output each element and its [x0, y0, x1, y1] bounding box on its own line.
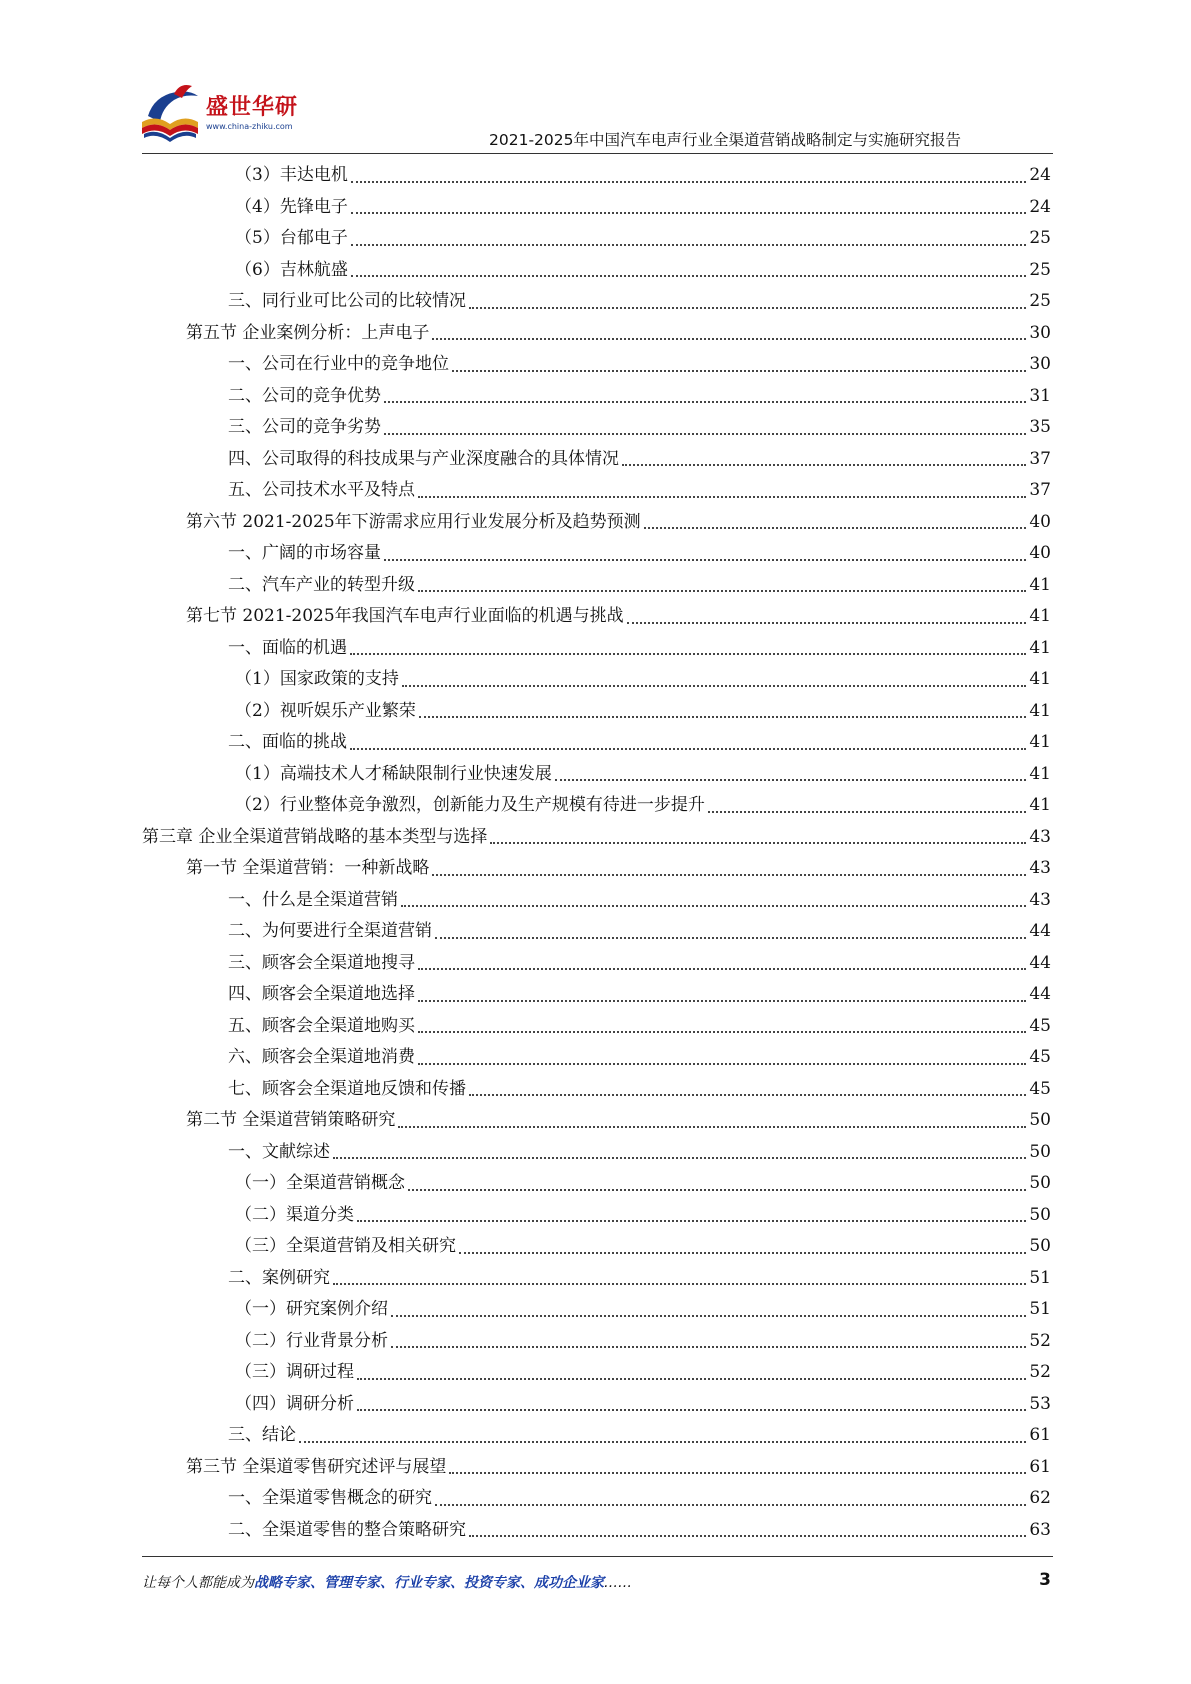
toc-entry[interactable]	[142, 1420, 1051, 1452]
toc-entry-label: （4）先锋电子	[235, 196, 348, 217]
toc-entry-label: 第二节 全渠道营销策略研究	[186, 1110, 396, 1131]
toc-entry-page: 53	[1029, 1393, 1051, 1414]
toc-entry-page: 24	[1029, 196, 1051, 217]
toc-entry[interactable]	[142, 1326, 1051, 1358]
toc-entry-label: 第六节 2021-2025年下游需求应用行业发展分析及趋势预测	[186, 511, 641, 532]
toc-entry-page: 44	[1029, 921, 1051, 942]
toc-entry-label: 二、全渠道零售的整合策略研究	[228, 1519, 466, 1540]
toc-entry-page: 52	[1029, 1362, 1051, 1383]
toc-dot-leader	[432, 874, 1026, 876]
toc-entry-label: 五、公司技术水平及特点	[228, 480, 415, 501]
toc-entry-page: 43	[1029, 826, 1051, 847]
toc-entry-label: 二、汽车产业的转型升级	[228, 574, 415, 595]
toc-entry[interactable]	[142, 192, 1051, 224]
toc-dot-leader	[452, 370, 1026, 372]
toc-dot-leader	[398, 1126, 1026, 1128]
page-number: 3	[1039, 1570, 1051, 1590]
toc-entry-page: 25	[1029, 291, 1051, 312]
toc-entry[interactable]	[142, 1074, 1051, 1106]
toc-entry-label: 七、顾客会全渠道地反馈和传播	[228, 1078, 466, 1099]
toc-dot-leader	[418, 968, 1026, 970]
toc-dot-leader	[299, 1441, 1026, 1443]
toc-dot-leader	[384, 559, 1026, 561]
toc-dot-leader	[435, 937, 1026, 939]
toc-entry-label: 二、面临的挑战	[228, 732, 347, 753]
toc-entry-label: 一、广阔的市场容量	[228, 543, 381, 564]
company-logo	[140, 82, 310, 146]
toc-entry[interactable]	[142, 664, 1051, 696]
toc-dot-leader	[449, 1472, 1026, 1474]
toc-entry-page: 45	[1029, 1047, 1051, 1068]
toc-entry-page: 50	[1029, 1110, 1051, 1131]
toc-entry[interactable]	[142, 916, 1051, 948]
logo-url: www.china-zhiku.com	[206, 122, 293, 131]
footer-divider	[142, 1556, 1053, 1557]
toc-entry-page: 50	[1029, 1236, 1051, 1257]
toc-entry-page: 41	[1029, 795, 1051, 816]
toc-entry-page: 40	[1029, 543, 1051, 564]
toc-entry-label: 二、公司的竞争优势	[228, 385, 381, 406]
table-of-contents	[142, 160, 1051, 1546]
toc-entry-label: 第一节 全渠道营销：一种新战略	[186, 858, 430, 879]
toc-dot-leader	[391, 1315, 1026, 1317]
toc-dot-leader	[351, 244, 1027, 246]
toc-dot-leader	[555, 779, 1027, 781]
toc-entry-page: 50	[1029, 1141, 1051, 1162]
toc-entry-page: 44	[1029, 984, 1051, 1005]
toc-dot-leader	[357, 1220, 1026, 1222]
toc-entry[interactable]	[142, 475, 1051, 507]
toc-entry-page: 50	[1029, 1173, 1051, 1194]
toc-entry[interactable]	[142, 255, 1051, 287]
toc-entry[interactable]	[142, 1168, 1051, 1200]
toc-entry-label: 二、为何要进行全渠道营销	[228, 921, 432, 942]
toc-entry-page: 45	[1029, 1078, 1051, 1099]
toc-entry-page: 41	[1029, 606, 1051, 627]
footer-slogan	[142, 1572, 632, 1592]
toc-entry-label: （1）高端技术人才稀缺限制行业快速发展	[235, 763, 552, 784]
toc-dot-leader	[490, 842, 1026, 844]
toc-dot-leader	[418, 1063, 1026, 1065]
toc-entry-label: （2）视听娱乐产业繁荣	[235, 700, 416, 721]
toc-dot-leader	[401, 905, 1026, 907]
toc-entry-label: 一、什么是全渠道营销	[228, 889, 398, 910]
toc-dot-leader	[459, 1252, 1026, 1254]
toc-entry[interactable]	[142, 633, 1051, 665]
toc-dot-leader	[384, 433, 1026, 435]
toc-dot-leader	[357, 1378, 1026, 1380]
toc-entry-page: 35	[1029, 417, 1051, 438]
toc-dot-leader	[469, 1535, 1026, 1537]
toc-entry-label: （5）台郁电子	[235, 228, 348, 249]
toc-dot-leader	[384, 401, 1026, 403]
toc-entry[interactable]	[142, 727, 1051, 759]
toc-entry-page: 37	[1029, 480, 1051, 501]
toc-entry[interactable]	[142, 979, 1051, 1011]
toc-dot-leader	[419, 716, 1027, 718]
toc-entry[interactable]	[142, 507, 1051, 539]
toc-entry-label: 一、公司在行业中的竞争地位	[228, 354, 449, 375]
toc-entry[interactable]	[142, 759, 1051, 791]
toc-entry[interactable]	[142, 1483, 1051, 1515]
toc-entry[interactable]	[142, 822, 1051, 854]
toc-entry[interactable]	[142, 696, 1051, 728]
toc-entry-page: 62	[1029, 1488, 1051, 1509]
toc-entry-label: （一）全渠道营销概念	[235, 1173, 405, 1194]
toc-dot-leader	[627, 622, 1027, 624]
footer-slogan-suffix: ……	[604, 1575, 632, 1591]
header-divider	[142, 153, 1053, 154]
toc-entry-label: 第三章 企业全渠道营销战略的基本类型与选择	[142, 826, 488, 847]
toc-entry-page: 41	[1029, 574, 1051, 595]
toc-entry[interactable]	[142, 1200, 1051, 1232]
toc-entry-page: 41	[1029, 732, 1051, 753]
toc-entry-page: 41	[1029, 669, 1051, 690]
toc-entry-page: 61	[1029, 1425, 1051, 1446]
toc-entry-page: 30	[1029, 354, 1051, 375]
toc-entry-page: 51	[1029, 1299, 1051, 1320]
footer-slogan-highlight: 战略专家、管理专家、行业专家、投资专家、成功企业家	[254, 1575, 604, 1591]
toc-entry-label: （6）吉林航盛	[235, 259, 348, 280]
toc-entry-label: 三、顾客会全渠道地搜寻	[228, 952, 415, 973]
toc-entry-label: 六、顾客会全渠道地消费	[228, 1047, 415, 1068]
toc-entry-label: 四、顾客会全渠道地选择	[228, 984, 415, 1005]
toc-entry-label: 五、顾客会全渠道地购买	[228, 1015, 415, 1036]
toc-entry[interactable]	[142, 1357, 1051, 1389]
toc-entry-page: 41	[1029, 763, 1051, 784]
toc-entry-page: 51	[1029, 1267, 1051, 1288]
toc-entry-label: （三）全渠道营销及相关研究	[235, 1236, 456, 1257]
toc-entry-page: 52	[1029, 1330, 1051, 1351]
toc-entry-label: 三、同行业可比公司的比较情况	[228, 291, 466, 312]
toc-entry[interactable]	[142, 1011, 1051, 1043]
toc-dot-leader	[469, 1094, 1026, 1096]
toc-entry[interactable]	[142, 1105, 1051, 1137]
toc-dot-leader	[333, 1283, 1026, 1285]
toc-entry-label: （四）调研分析	[235, 1393, 354, 1414]
toc-entry-label: 一、面临的机遇	[228, 637, 347, 658]
toc-dot-leader	[333, 1157, 1026, 1159]
toc-entry-page: 37	[1029, 448, 1051, 469]
toc-entry[interactable]	[142, 1263, 1051, 1295]
toc-dot-leader	[418, 1000, 1026, 1002]
toc-entry-label: （2）行业整体竞争激烈，创新能力及生产规模有待进一步提升	[235, 795, 705, 816]
toc-entry-page: 25	[1029, 259, 1051, 280]
toc-entry[interactable]	[142, 349, 1051, 381]
toc-entry-label: （3）丰达电机	[235, 165, 348, 186]
toc-entry-label: 第三节 全渠道零售研究述评与展望	[186, 1456, 447, 1477]
toc-entry-page: 44	[1029, 952, 1051, 973]
logo-text: 盛世华研	[206, 95, 299, 120]
toc-entry-page: 41	[1029, 700, 1051, 721]
toc-entry[interactable]	[142, 538, 1051, 570]
toc-entry[interactable]	[142, 1231, 1051, 1263]
toc-entry[interactable]	[142, 790, 1051, 822]
toc-dot-leader	[391, 1346, 1026, 1348]
toc-entry[interactable]	[142, 853, 1051, 885]
toc-entry[interactable]	[142, 1452, 1051, 1484]
toc-entry-label: （二）渠道分类	[235, 1204, 354, 1225]
toc-dot-leader	[708, 811, 1027, 813]
toc-entry[interactable]	[142, 948, 1051, 980]
toc-entry-label: 四、公司取得的科技成果与产业深度融合的具体情况	[228, 448, 619, 469]
toc-entry[interactable]	[142, 160, 1051, 192]
toc-entry[interactable]	[142, 444, 1051, 476]
toc-entry-page: 43	[1029, 889, 1051, 910]
toc-entry[interactable]	[142, 286, 1051, 318]
toc-entry-page: 41	[1029, 637, 1051, 658]
report-title: 2021-2025年中国汽车电声行业全渠道营销战略制定与实施研究报告	[489, 131, 961, 149]
toc-entry-page: 25	[1029, 228, 1051, 249]
toc-dot-leader	[469, 307, 1026, 309]
toc-entry-page: 40	[1029, 511, 1051, 532]
toc-entry[interactable]	[142, 318, 1051, 350]
toc-entry[interactable]	[142, 1042, 1051, 1074]
toc-entry-page: 43	[1029, 858, 1051, 879]
toc-entry-label: 第七节 2021-2025年我国汽车电声行业面临的机遇与挑战	[186, 606, 624, 627]
toc-entry[interactable]	[142, 1389, 1051, 1421]
toc-dot-leader	[350, 748, 1026, 750]
footer-slogan-prefix: 让每个人都能成为	[142, 1575, 254, 1591]
toc-entry[interactable]	[142, 601, 1051, 633]
toc-entry[interactable]	[142, 1137, 1051, 1169]
toc-dot-leader	[350, 653, 1026, 655]
toc-dot-leader	[432, 338, 1026, 340]
toc-entry-label: （三）调研过程	[235, 1362, 354, 1383]
toc-dot-leader	[418, 1031, 1026, 1033]
toc-entry[interactable]	[142, 1515, 1051, 1547]
toc-dot-leader	[418, 496, 1026, 498]
toc-dot-leader	[418, 590, 1026, 592]
toc-entry-label: 第五节 企业案例分析：上声电子	[186, 322, 430, 343]
toc-entry-page: 30	[1029, 322, 1051, 343]
toc-entry-page: 31	[1029, 385, 1051, 406]
toc-entry-page: 50	[1029, 1204, 1051, 1225]
toc-entry-label: 二、案例研究	[228, 1267, 330, 1288]
toc-entry[interactable]	[142, 381, 1051, 413]
toc-entry-label: （二）行业背景分析	[235, 1330, 388, 1351]
toc-dot-leader	[351, 181, 1027, 183]
toc-entry-page: 45	[1029, 1015, 1051, 1036]
logo-book-icon	[140, 82, 202, 142]
toc-entry[interactable]	[142, 412, 1051, 444]
toc-entry-label: 一、文献综述	[228, 1141, 330, 1162]
toc-entry-label: 三、结论	[228, 1425, 296, 1446]
toc-dot-leader	[351, 212, 1027, 214]
toc-dot-leader	[622, 464, 1026, 466]
toc-entry-label: 三、公司的竞争劣势	[228, 417, 381, 438]
toc-entry[interactable]	[142, 570, 1051, 602]
toc-dot-leader	[435, 1504, 1026, 1506]
toc-entry-page: 61	[1029, 1456, 1051, 1477]
toc-entry-label: 一、全渠道零售概念的研究	[228, 1488, 432, 1509]
toc-dot-leader	[357, 1409, 1026, 1411]
toc-entry-label: （一）研究案例介绍	[235, 1299, 388, 1320]
toc-dot-leader	[402, 685, 1027, 687]
toc-dot-leader	[351, 275, 1027, 277]
toc-dot-leader	[644, 527, 1027, 529]
toc-entry[interactable]	[142, 885, 1051, 917]
toc-entry-label: （1）国家政策的支持	[235, 669, 399, 690]
toc-entry[interactable]	[142, 1294, 1051, 1326]
toc-dot-leader	[408, 1189, 1026, 1191]
toc-entry[interactable]	[142, 223, 1051, 255]
toc-entry-page: 24	[1029, 165, 1051, 186]
toc-entry-page: 63	[1029, 1519, 1051, 1540]
